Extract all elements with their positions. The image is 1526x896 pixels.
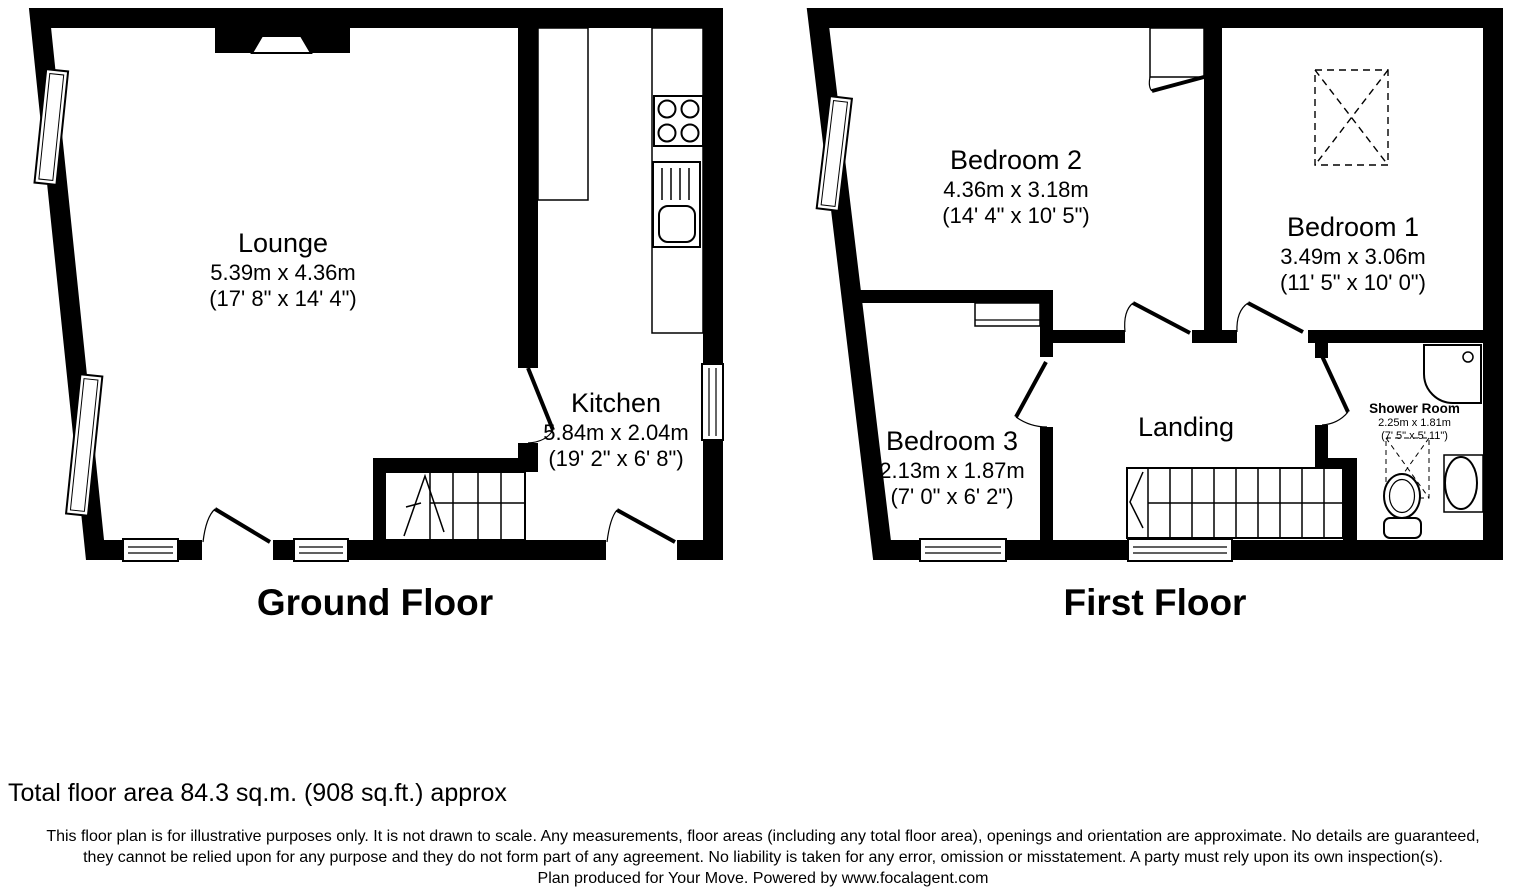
shower-wall-lower (1315, 425, 1328, 462)
bedroom3-name: Bedroom 3 (885, 426, 1019, 456)
kitchen-name: Kitchen (570, 388, 662, 418)
bedroom3-shelf (975, 303, 1040, 326)
first-floor-stairs (1127, 468, 1343, 538)
total-area-text: Total floor area 84.3 sq.m. (908 sq.ft.) approx (8, 779, 507, 807)
toilet-icon (1384, 474, 1421, 538)
kitchen-size-imperial: (19' 2" x 6' 8") (548, 445, 684, 471)
bedroom1-name: Bedroom 1 (1286, 212, 1420, 242)
bedroom3-top-wall (843, 290, 1053, 303)
bedroom3-right-wall-upper (1040, 290, 1053, 357)
kitchen-sink-icon (653, 162, 700, 247)
bathroom-sink-icon (1444, 455, 1483, 512)
shower-wall-stub (1315, 343, 1328, 358)
bedroom2-size-imperial: (14' 4" x 10' 5") (942, 202, 1090, 228)
kitchen-counter-left (538, 28, 588, 200)
lounge-size-imperial: (17' 8" x 14' 4") (209, 285, 357, 311)
lounge-name: Lounge (237, 228, 329, 258)
bedroom2-label (896, 145, 1136, 229)
lounge-window-bottom-1 (123, 539, 178, 561)
bedroom3-window-bottom (920, 539, 1006, 561)
shower-room-size-imperial: (7' 5" x 5' 11") (1381, 429, 1448, 442)
bedroom1-size-metric: 3.49m x 3.06m (1280, 243, 1426, 269)
disclaimer-line-2: they cannot be relied upon for any purpose and they do not form part of any agreement. No liability is taken for any error, omission or misstatement. A party must rely upon its own inspection(s). (83, 849, 1443, 866)
landing-wall-left (1052, 330, 1125, 343)
ground-floor-title: Ground Floor (256, 582, 494, 623)
lounge-size-metric: 5.39m x 4.36m (210, 259, 356, 285)
landing-window-bottom (1128, 539, 1232, 561)
hob-icon (654, 96, 703, 146)
bedroom1-bottom-wall (1308, 330, 1483, 343)
landing-name: Landing (1137, 412, 1235, 442)
landing-wall-center (1192, 330, 1237, 343)
bedroom2-name: Bedroom 2 (949, 145, 1083, 175)
lounge-label (163, 228, 403, 312)
shower-room-name: Shower Room (1369, 401, 1460, 416)
disclaimer-line-1: This floor plan is for illustrative purposes only. It is not drawn to scale. Any measurements, floor areas (including any total floor area), openings and orientation are approximate. No details are guaranteed, (46, 828, 1480, 845)
lounge-kitchen-wall (518, 28, 538, 368)
shower-room-label (1352, 401, 1477, 443)
shower-room-size-metric: 2.25m x 1.81m (1378, 416, 1451, 429)
bedroom1-label (1233, 212, 1473, 296)
kitchen-size-metric: 5.84m x 2.04m (543, 419, 689, 445)
bedroom3-label (842, 426, 1062, 510)
bedroom1-bedroom2-wall (1204, 28, 1222, 342)
shower-tray-icon (1424, 345, 1481, 403)
ground-stairs (373, 458, 538, 550)
bedroom2-size-metric: 4.36m x 3.18m (943, 176, 1089, 202)
chimney-breast (215, 26, 350, 53)
disclaimer-block (0, 826, 1526, 889)
landing-label (1106, 412, 1266, 444)
first-floor-title: First Floor (1063, 582, 1247, 623)
kitchen-label (506, 388, 726, 472)
bedroom3-size-metric: 2.13m x 1.87m (879, 457, 1025, 483)
bedroom1-size-imperial: (11' 5" x 10' 0") (1280, 269, 1426, 295)
lounge-window-bottom-2 (294, 539, 348, 561)
bedroom3-size-imperial: (7' 0" x 6' 2") (890, 483, 1014, 509)
credit-line: Plan produced for Your Move. Powered by www.focalagent.com (537, 870, 989, 887)
stairwell-wall-vertical (1343, 458, 1357, 550)
